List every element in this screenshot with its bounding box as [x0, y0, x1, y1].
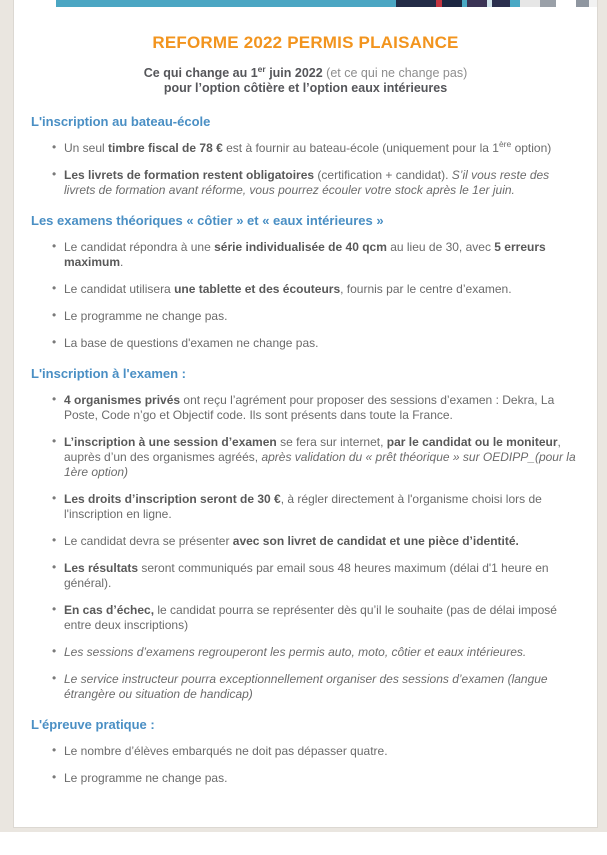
- text-run: série individualisée de 40 qcm: [214, 240, 387, 254]
- list-item: [31, 672, 585, 702]
- text-run: par le candidat ou le moniteur: [386, 435, 558, 449]
- banner-segment: [576, 0, 589, 7]
- text-run: seront communiqués par email sous 48 heures maximum (délai d'1 heure en général).: [64, 561, 549, 590]
- text-run: Le service instructeur pourra exceptionnellement organiser des sessions d’examen (langue étrangère ou situation de handicap): [64, 672, 548, 701]
- banner-segment: [589, 0, 597, 7]
- text-run: ère: [498, 139, 512, 149]
- section-heading: L'inscription à l'examen :: [31, 366, 186, 381]
- text-run: L’inscription à une session d’examen: [64, 435, 277, 449]
- text-run: Le programme ne change pas.: [64, 309, 228, 323]
- banner-segment: [396, 0, 436, 7]
- bullet-list: [31, 744, 585, 786]
- list-item: [31, 534, 585, 549]
- text-run: Les sessions d’examens regrouperont les permis auto, moto, côtier et eaux intérieures.: [64, 645, 527, 659]
- text-run: juin 2022: [265, 66, 323, 80]
- text-run: se fera sur internet,: [276, 435, 387, 449]
- text-run: , auprès d’un des organismes agréés,: [64, 435, 561, 464]
- sections-container: [14, 114, 597, 786]
- text-run: avec son livret de candidat et une pièce d’identité.: [232, 534, 519, 548]
- list-item: [31, 393, 585, 423]
- list-item: [31, 168, 585, 198]
- top-banner: [56, 0, 597, 7]
- text-run: En cas d’échec,: [64, 603, 155, 617]
- text-run: Les livrets de formation restent obligatoires: [64, 168, 315, 182]
- list-item: [31, 282, 585, 297]
- text-run: (et ce qui ne change pas): [322, 66, 468, 80]
- text-run: option): [511, 141, 552, 155]
- bullet-list: [31, 393, 585, 702]
- banner-segment: [556, 0, 576, 7]
- document-card: [13, 0, 598, 828]
- page-title: REFORME 2022 PERMIS PLAISANCE: [152, 33, 459, 52]
- text-run: est à fournir au bateau-école (uniquement pour la 1: [222, 141, 499, 155]
- banner-segment: [56, 0, 396, 7]
- text-run: Ce qui change au 1: [143, 66, 258, 80]
- list-item: [31, 435, 585, 480]
- banner-segment: [540, 0, 556, 7]
- text-run: , à régler directement à l'organisme choisi lors de l'inscription en ligne.: [64, 492, 542, 521]
- list-item: [31, 240, 585, 270]
- banner-segment: [510, 0, 520, 7]
- subtitle-line-1: [14, 63, 597, 81]
- list-item: [31, 561, 585, 591]
- text-run: une tablette et des écouteurs: [174, 282, 341, 296]
- text-run: , fournis par le centre d’examen.: [340, 282, 512, 296]
- banner-segment: [520, 0, 540, 7]
- list-item: [31, 141, 585, 156]
- text-run: Le candidat devra se présenter: [64, 534, 233, 548]
- text-run: pour l’option côtière et l’option eaux intérieures: [163, 81, 448, 95]
- text-run: 4 organismes privés: [64, 393, 181, 407]
- text-run: (certification + candidat).: [314, 168, 452, 182]
- text-run: Le nombre d’élèves embarqués ne doit pas dépasser quatre.: [64, 744, 388, 758]
- list-item: [31, 603, 585, 633]
- list-item: [31, 645, 585, 660]
- section-heading: Les examens théoriques « côtier » et « eaux intérieures »: [31, 213, 384, 228]
- text-run: .: [120, 255, 124, 269]
- section-heading: L'inscription au bateau-école: [31, 114, 211, 129]
- banner-segment: [467, 0, 487, 7]
- text-run: Le programme ne change pas.: [64, 771, 228, 785]
- text-run: Un seul: [64, 141, 109, 155]
- subtitle-line-2: [14, 81, 597, 96]
- list-item: [31, 771, 585, 786]
- list-item: [31, 309, 585, 324]
- banner-segment: [492, 0, 510, 7]
- text-run: er: [257, 63, 266, 74]
- list-item: [31, 336, 585, 351]
- text-run: après validation du « prêt théorique » sur OEDIPP_(pour la 1ère option): [64, 450, 576, 479]
- list-item: [31, 744, 585, 759]
- text-run: timbre fiscal de 78 €: [108, 141, 223, 155]
- bullet-list: [31, 141, 585, 198]
- list-item: [31, 492, 585, 522]
- text-run: Le candidat utilisera: [64, 282, 175, 296]
- text-run: 5 erreurs maximum: [64, 240, 546, 269]
- text-run: ont reçu l’agrément pour proposer des sessions d’examen : Dekra, La Poste, Code n’go et Objectif code. Ils sont présents dans toute la France.: [64, 393, 555, 422]
- text-run: S’il vous reste des livrets de formation avant réforme, vous pourrez écouler votre stock après le 1er juin.: [64, 168, 550, 197]
- subtitle-block: [14, 63, 597, 96]
- text-run: La base de questions d'examen ne change pas.: [64, 336, 319, 350]
- text-run: Le candidat répondra à une: [64, 240, 215, 254]
- text-run: au lieu de 30, avec: [386, 240, 495, 254]
- section-heading: L'épreuve pratique :: [31, 717, 155, 732]
- banner-segment: [442, 0, 462, 7]
- bullet-list: [31, 240, 585, 351]
- text-run: Les résultats: [64, 561, 139, 575]
- text-run: le candidat pourra se représenter dès qu’il le souhaite (pas de délai imposé entre deux inscriptions): [64, 603, 557, 632]
- text-run: Les droits d’inscription seront de 30 €: [64, 492, 281, 506]
